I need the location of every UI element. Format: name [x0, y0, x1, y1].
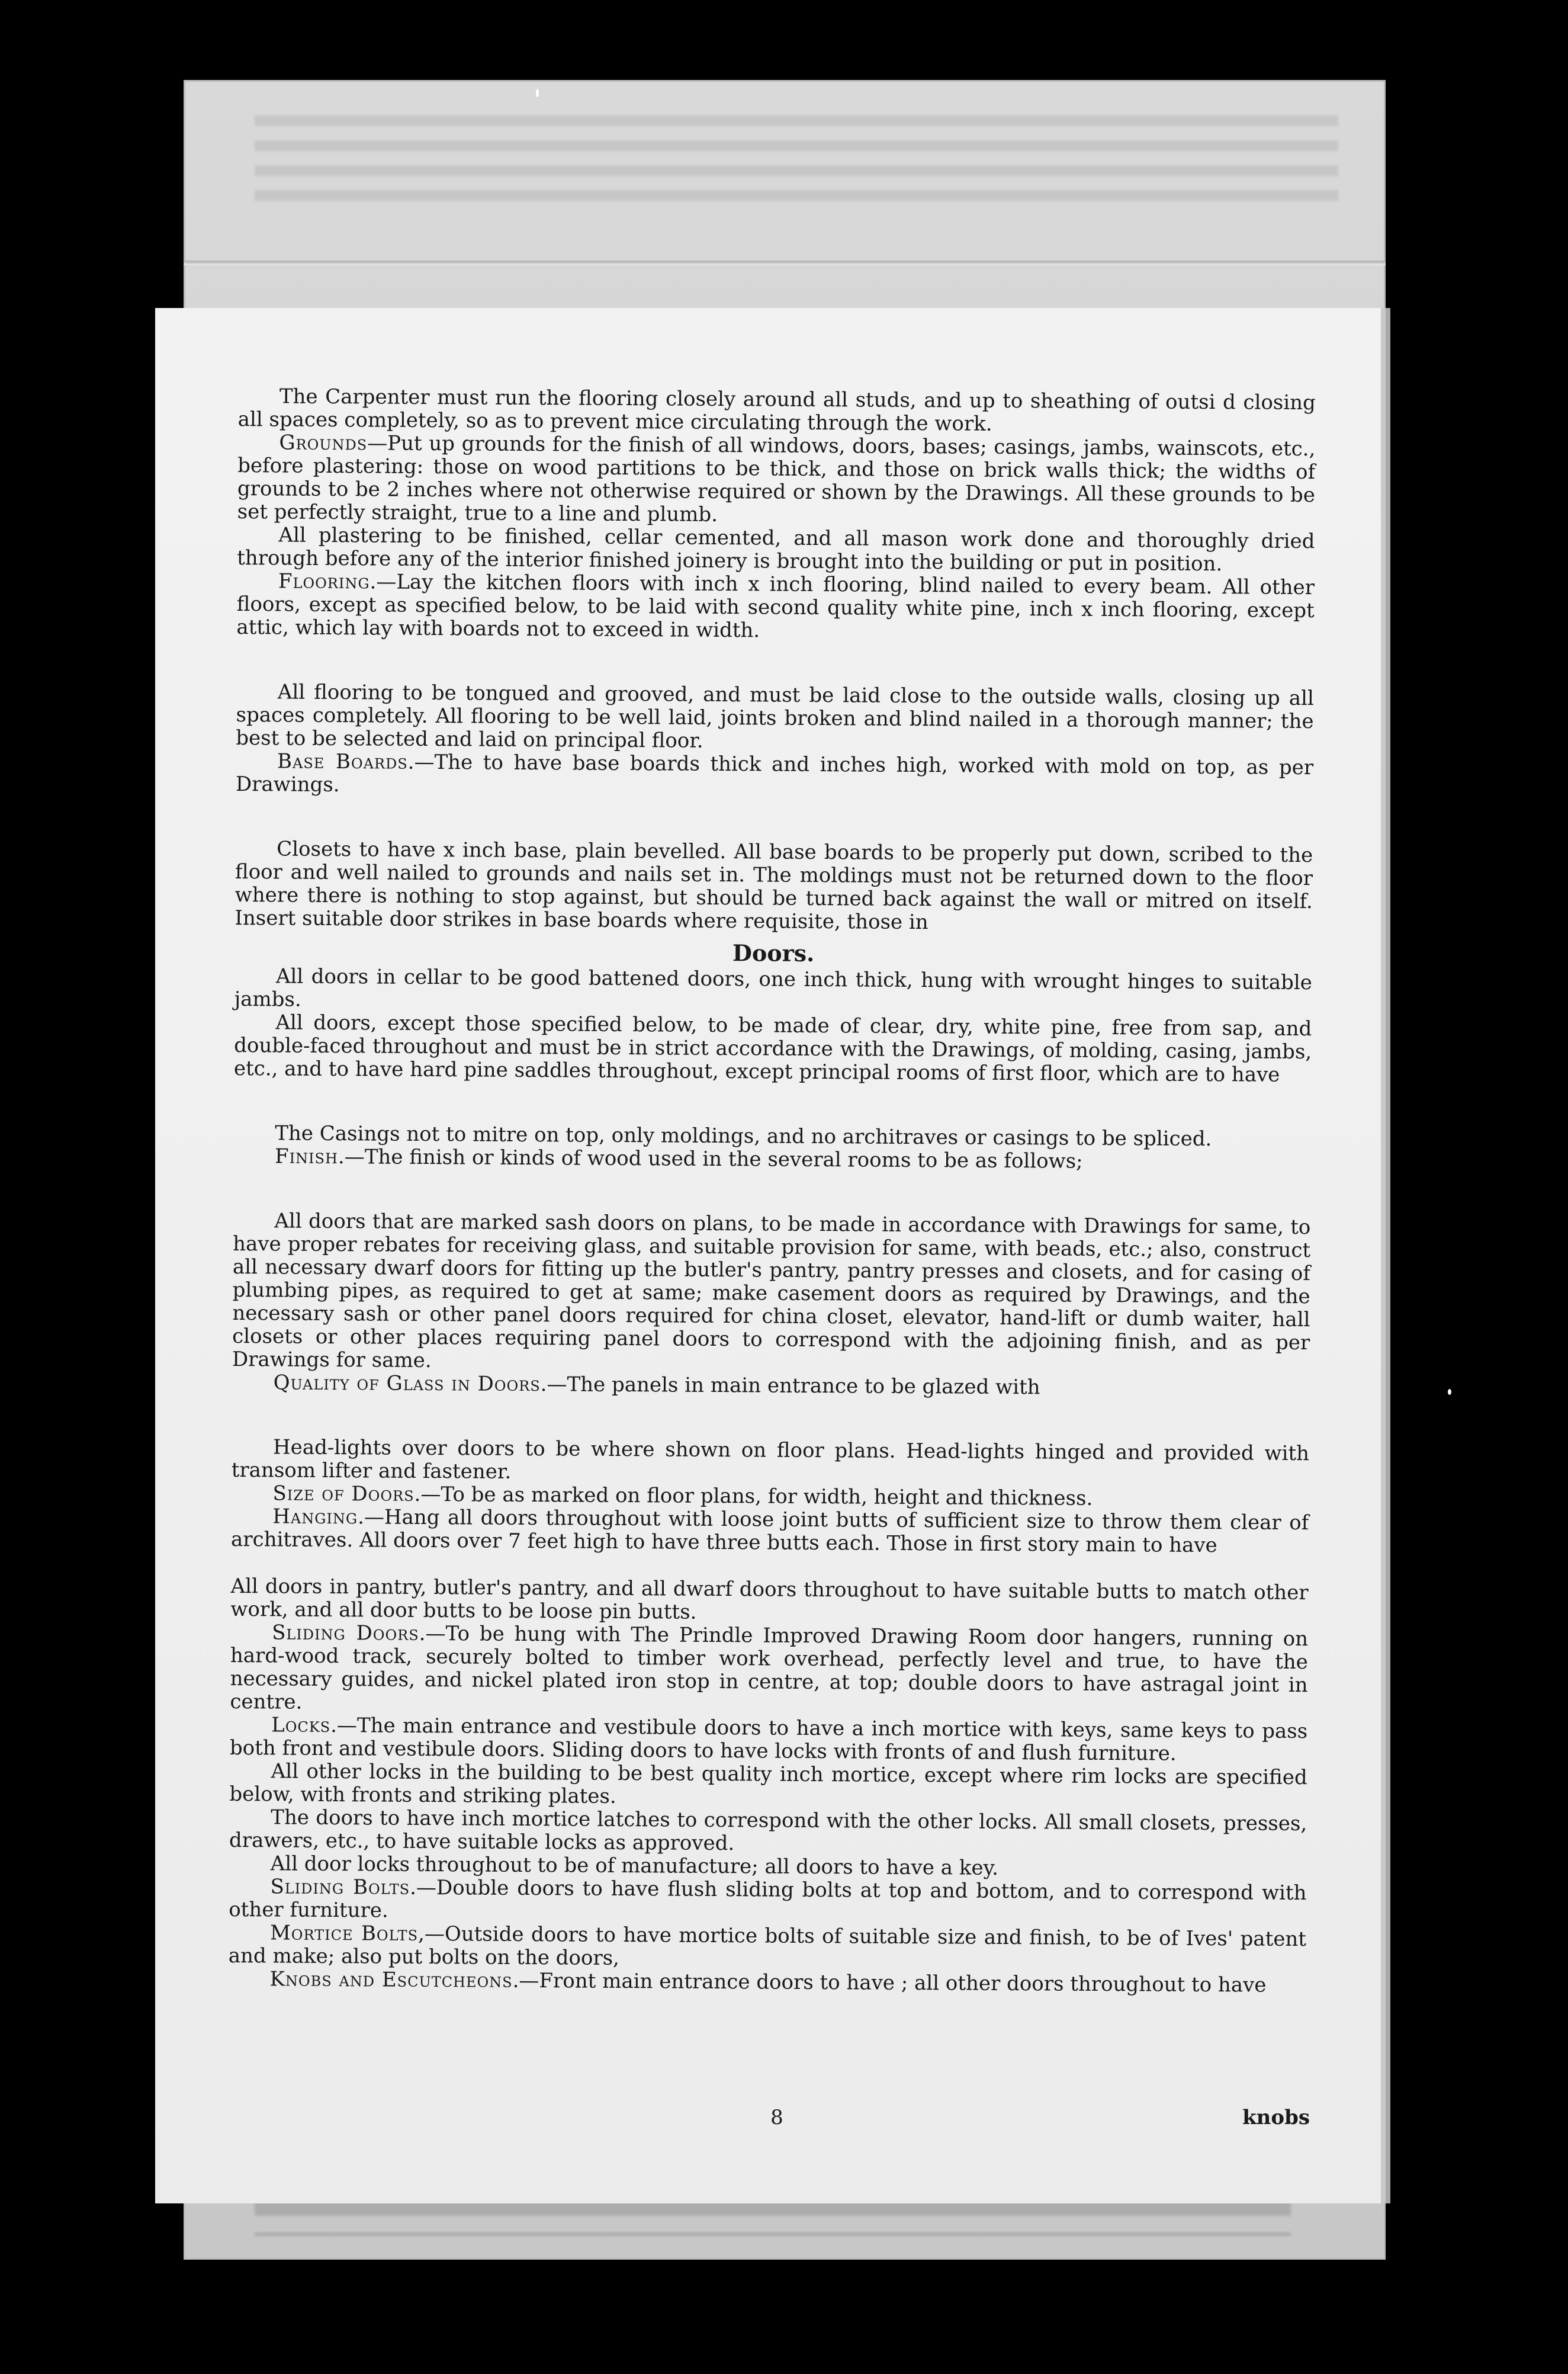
paragraph-door-locks: All door locks throughout to be of manufacture; all doors to have a key.: [270, 1852, 999, 1880]
paragraph-label: Mortice Bolts: [269, 1921, 419, 1946]
page-body: [228, 385, 1316, 1997]
bleed-through-text-top: [255, 116, 1338, 210]
fold-edge: [184, 261, 1386, 265]
paragraph-mortice-bolts: Mortice Bolts,—Outside doors to have mortice bolts of suitable size and finish, to be of Ives' patent and make; also put bolts on the doors,: [228, 1921, 1307, 1970]
paragraph-sliding-bolts: Sliding Bolts.—Double doors to have flush sliding bolts at top and bottom, and to correspond with other furniture.: [229, 1875, 1307, 1923]
paragraph-label: Size of Doors: [272, 1481, 415, 1506]
paragraph-sliding-doors: Sliding Doors.—To be hung with The Prindle Improved Drawing Room door hangers, running on hard-wood track, securely bolted to timber work overhead, perfectly level and true, to have the necessary guides, and nickel plated iron stop in centre, at top; double doors to have astragal joint in centre.: [230, 1621, 1309, 1714]
paragraph-closets: Closets to have x inch base, plain bevelled. All base boards to be properly put down, scribed to the floor and well nailed to grounds and nails set in. The moldings must not be returned down to the floor where there is nothing to stop against, but should be turned back against the wall or mitred on itself. Insert suitable door strikes in base boards where requisite, those in: [234, 837, 1313, 935]
paragraph-latches: The doors to have inch mortice latches to correspond with the other locks. All small closets, presses, drawers, etc., to have suitable locks as approved.: [229, 1805, 1307, 1856]
paragraph-finish: Finish.—The finish or kinds of wood used in the several rooms to be as follows;: [274, 1144, 1083, 1173]
document-page: [155, 308, 1381, 2203]
paragraph-flooring-tongued: All flooring to be tongued and grooved, and must be laid close to the outside walls, closing up all spaces completely. All flooring to be well laid, joints broken and blind nailed in a thorough manner; the best to be selected and laid on principal floor.: [236, 680, 1314, 753]
paragraph-plastering: All plastering to be finished, cellar cemented, and all mason work done and thoroughly dried through before any of the interior finished joinery is brought into the building or put in position.: [237, 523, 1315, 576]
paragraph-label: Flooring: [278, 569, 370, 594]
paragraph-quality-glass: Quality of Glass in Doors.—The panels in main entrance to be glazed with: [273, 1371, 1040, 1400]
paragraph-label: Quality of Glass in Doors: [273, 1371, 541, 1397]
paragraph-label: Finish: [274, 1144, 339, 1169]
paragraph-head-lights: Head-lights over doors to be where shown on floor plans. Head-lights hinged and provided with transom lifter and fastener.: [231, 1435, 1310, 1484]
paragraph-hanging: Hanging.—Hang all doors throughout with loose joint butts of sufficient size to throw them clear of architraves. All doors over 7 feet high to have three butts each. Those in first story main to have: [230, 1504, 1309, 1558]
paragraph-label: Sliding Doors: [272, 1621, 419, 1645]
paragraph-other-locks: All other locks in the building to be best quality inch mortice, except where rim locks are specified below, with fronts and striking plates.: [229, 1759, 1307, 1808]
paragraph-flooring: Flooring.—Lay the kitchen floors with inch x inch flooring, blind nailed to every beam. All other floors, except as specified below, to be laid with second quality white pine, inch x inch flooring, except attic, which lay with boards not to exceed in width.: [236, 569, 1315, 643]
paragraph-sash-doors: All doors that are marked sash doors on plans, to be made in accordance with Drawings for same, to have proper rebates for receiving glass, and suitable provision for same, with beads, etc.; also, construct all necessary dwarf doors for fitting up the butler's pantry, pantry presses and closets, and for casing of plumbing pipes, as required to get at same; make casement doors as required by Drawings, and the necessary sash or other panel doors required for china closet, elevator, hand-lift or dumb waiter, hall closets or other places requiring panel doors to correspond with the adjoining finish, and as per Drawings for same.: [232, 1209, 1311, 1373]
paragraph-label: Locks: [271, 1713, 331, 1737]
paragraph-label: Sliding Bolts: [270, 1875, 410, 1900]
paragraph-cellar-doors: All doors in cellar to be good battened doors, one inch thick, hung with wrought hinges to suitable jambs.: [234, 964, 1312, 1012]
page-footer: [238, 2106, 1316, 2135]
paragraph-locks: Locks.—The main entrance and vestibule doors to have a inch mortice with keys, same keys to pass both front and vestibule doors. Sliding doors to have locks with fronts of and flush furniture.: [229, 1713, 1308, 1766]
paragraph-pantry-doors: All doors in pantry, butler's pantry, and all dwarf doors throughout to have suitable butts to match other work, and all door butts to be loose pin butts.: [230, 1574, 1309, 1624]
paragraph-label: Grounds: [279, 431, 368, 455]
paragraph-grounds: Grounds—Put up grounds for the finish of all windows, doors, bases; casings, jambs, wainscots, etc., before plastering: those on wood partitions to be thick, and those on brick walls thick; the widths of grounds to be 2 inches where not otherwise required or shown by the Drawings. All these grounds to be set perfectly straight, true to a line and plumb.: [237, 431, 1316, 527]
paragraph-knobs: Knobs and Escutcheons.—Front main entrance doors to have ; all other doors throughout to have: [269, 1967, 1267, 1997]
paragraph-casings: The Casings not to mitre on top, only moldings, and no architraves or casings to be spliced.: [275, 1121, 1212, 1151]
dust-speck: [1448, 1389, 1451, 1395]
paragraph-base-boards: Base Boards.—The to have base boards thick and inches high, worked with mold on top, as per Drawings.: [235, 749, 1314, 797]
dust-speck: [536, 89, 539, 97]
page-number: 8: [770, 2106, 783, 2129]
paragraph-all-doors: All doors, except those specified below, to be made of clear, dry, white pine, free from sap, and double-faced throughout and must be in strict accordance with the Drawings, of molding, casing, jambs, etc., and to have hard pine saddles throughout, except principal rooms of first floor, which are to have: [233, 1010, 1312, 1087]
paragraph-label: Hanging: [272, 1504, 358, 1529]
catchword: knobs: [1242, 2106, 1310, 2129]
paragraph-carpenter: The Carpenter must run the flooring closely around all studs, and up to sheathing of outsi d closing all spaces completely, so as to prevent mice circulating through the work.: [237, 384, 1316, 436]
paragraph-label: Base Boards: [277, 749, 408, 774]
paragraph-label: Knobs and Escutcheons: [269, 1967, 513, 1993]
paragraph-size-doors: Size of Doors.—To be as marked on floor plans, for width, height and thickness.: [272, 1481, 1093, 1510]
section-heading-doors: Doors.: [732, 939, 815, 967]
